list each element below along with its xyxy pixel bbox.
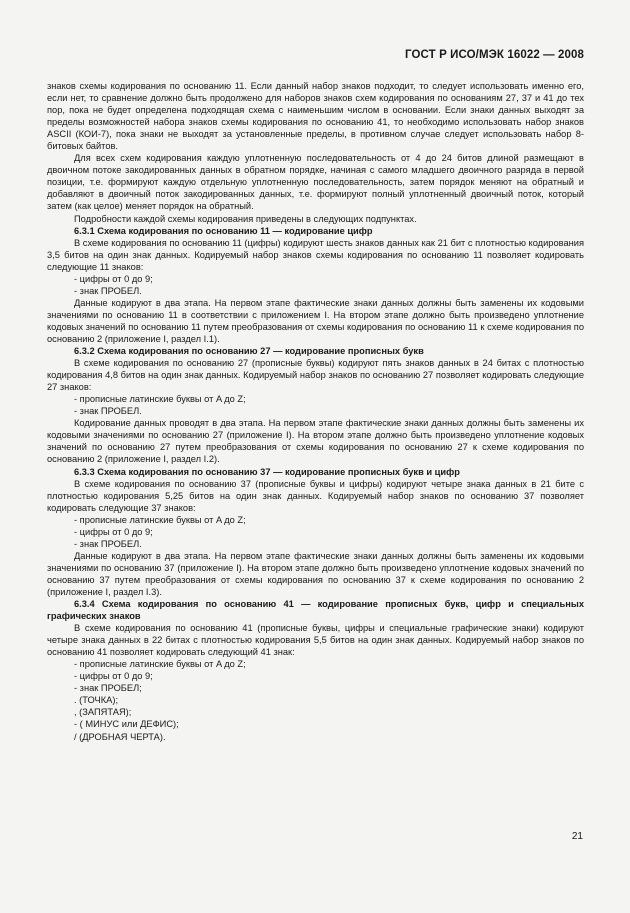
list-item: . (ТОЧКА); <box>74 695 119 706</box>
list-item: - знак ПРОБЕЛ; <box>74 683 142 694</box>
list-item: - ( МИНУС или ДЕФИС); <box>74 719 179 730</box>
section-heading: 6.3.1 Схема кодирования по основанию 11 — кодирование цифр <box>74 225 373 236</box>
paragraph: В схеме кодирования по основанию 11 (цифры) кодируют шесть знаков данных как 21 бит с плотностью кодирования 3,5 битов на один знак данных. Кодируемый набор знаков схемы кодирования по основанию 11 позволяет кодировать следующие 11 знаков: <box>47 237 584 272</box>
paragraph: В схеме кодирования по основанию 41 (прописные буквы, цифры и специальные графические знаки) кодируют четыре знака данных в 22 битах с плотностью кодирования 5,5 битов на один знак данных. Кодируемый набор знаков по основанию 41 позволяет кодировать следующий 41 знак: <box>47 623 584 658</box>
paragraph: В схеме кодирования по основанию 37 (прописные буквы и цифры) кодируют четыре знака данных в 21 бите с плотностью кодирования 5,25 битов на один знак данных. Кодируемый набор знаков по основанию 37 позволяет кодировать следующие 37 знаков: <box>47 478 584 513</box>
section-heading: 6.3.4 Схема кодирования по основанию 41 — кодирование прописных букв, цифр и специальных графических знаков <box>47 599 584 622</box>
list-item: - знак ПРОБЕЛ. <box>74 285 142 296</box>
section-heading: 6.3.3 Схема кодирования по основанию 37 — кодирование прописных букв и цифр <box>74 466 460 477</box>
list-item: - знак ПРОБЕЛ. <box>74 406 142 417</box>
list-item: - цифры от 0 до 9; <box>74 273 153 284</box>
paragraph: Подробности каждой схемы кодирования приведены в следующих подпунктах. <box>74 213 417 224</box>
paragraph: знаков схемы кодирования по основанию 11. Если данный набор знаков подходит, то следует использовать именно его, если нет, то сравнение должно быть продолжено для наборов знаков схем кодирования по основаниям 27, 37 и 41 до тех пор, пока не будет определена подходящая схема с наименьшим числом в основании. Если знаки данных выходят за пределы возможностей набора знаков схемы кодирования по основанию 41, то необходимо использовать набор знаков ASCII (КОИ-7), пока знаки не выходят за установленные пределы, в противном случае следует использовать набор 8-битовых байтов. <box>47 81 584 152</box>
paragraph: В схеме кодирования по основанию 27 (прописные буквы) кодируют пять знаков данных в 24 битах с плотностью кодирования 4,8 битов на один знак данных. Кодируемый набор знаков по основанию 27 позволяет кодировать следующие 27 знаков: <box>47 358 584 393</box>
list-item: - прописные латинские буквы от A до Z; <box>74 394 246 405</box>
section-heading: 6.3.2 Схема кодирования по основанию 27 — кодирование прописных букв <box>74 346 424 357</box>
list-item: - знак ПРОБЕЛ. <box>74 538 142 549</box>
list-item: / (ДРОБНАЯ ЧЕРТА). <box>74 731 166 742</box>
paragraph: Данные кодируют в два этапа. На первом этапе фактические знаки данных должны быть заменены их кодовыми значениями по основанию 11 в соответствии с приложением I. На втором этапе должно быть произведено уплотнение кодовых значений по основанию 11 путем преобразования от схемы кодирования по основанию 11 к схеме кодирования по основанию 2 (приложение I, раздел I.1). <box>47 297 584 344</box>
list-item: , (ЗАПЯТАЯ); <box>74 707 132 718</box>
paragraph: Кодирование данных проводят в два этапа. На первом этапе фактические знаки данных должны быть заменены их кодовыми значениями по основанию 27 (приложение I). На втором этапе должно быть произведено уплотнение кодовых значений по основанию 27 путем преобразования от схемы кодирования по основанию 27 к схеме кодирования по основанию 2 (приложение I, раздел I.2). <box>47 418 584 465</box>
paragraph: Для всех схем кодирования каждую уплотненную последовательность от 4 до 24 битов длиной размещают в двоичном потоке закодированных данных в обратном порядке, начиная с самого младшего двоичного разряда в первой позиции, т.е. формируют каждую отдельную уплотненную последовательность, затем порядок меняют на обратный и добавляют в двоичный поток закодированных данных, т.е. формируют полный уплотненный двоичный поток, который затем (как целое) меняет порядок на обратный. <box>47 153 584 212</box>
document-body <box>47 80 584 743</box>
page-number: 21 <box>571 831 583 842</box>
list-item: - прописные латинские буквы от A до Z; <box>74 659 246 670</box>
paragraph: Данные кодируют в два этапа. На первом этапе фактические знаки данных должны быть заменены их кодовыми значениями по основанию 37 (приложение I). На втором этапе должно быть произведено уплотнение кодовых значений по основанию 37 путем преобразования от схемы кодирования по основанию 37 к схеме кодирования по основанию 2 (приложение I, раздел I.3). <box>47 550 584 597</box>
list-item: - прописные латинские буквы от A до Z; <box>74 514 246 525</box>
document-header: ГОСТ Р ИСО/МЭК 16022 — 2008 <box>405 49 584 61</box>
list-item: - цифры от 0 до 9; <box>74 526 153 537</box>
list-item: - цифры от 0 до 9; <box>74 671 153 682</box>
